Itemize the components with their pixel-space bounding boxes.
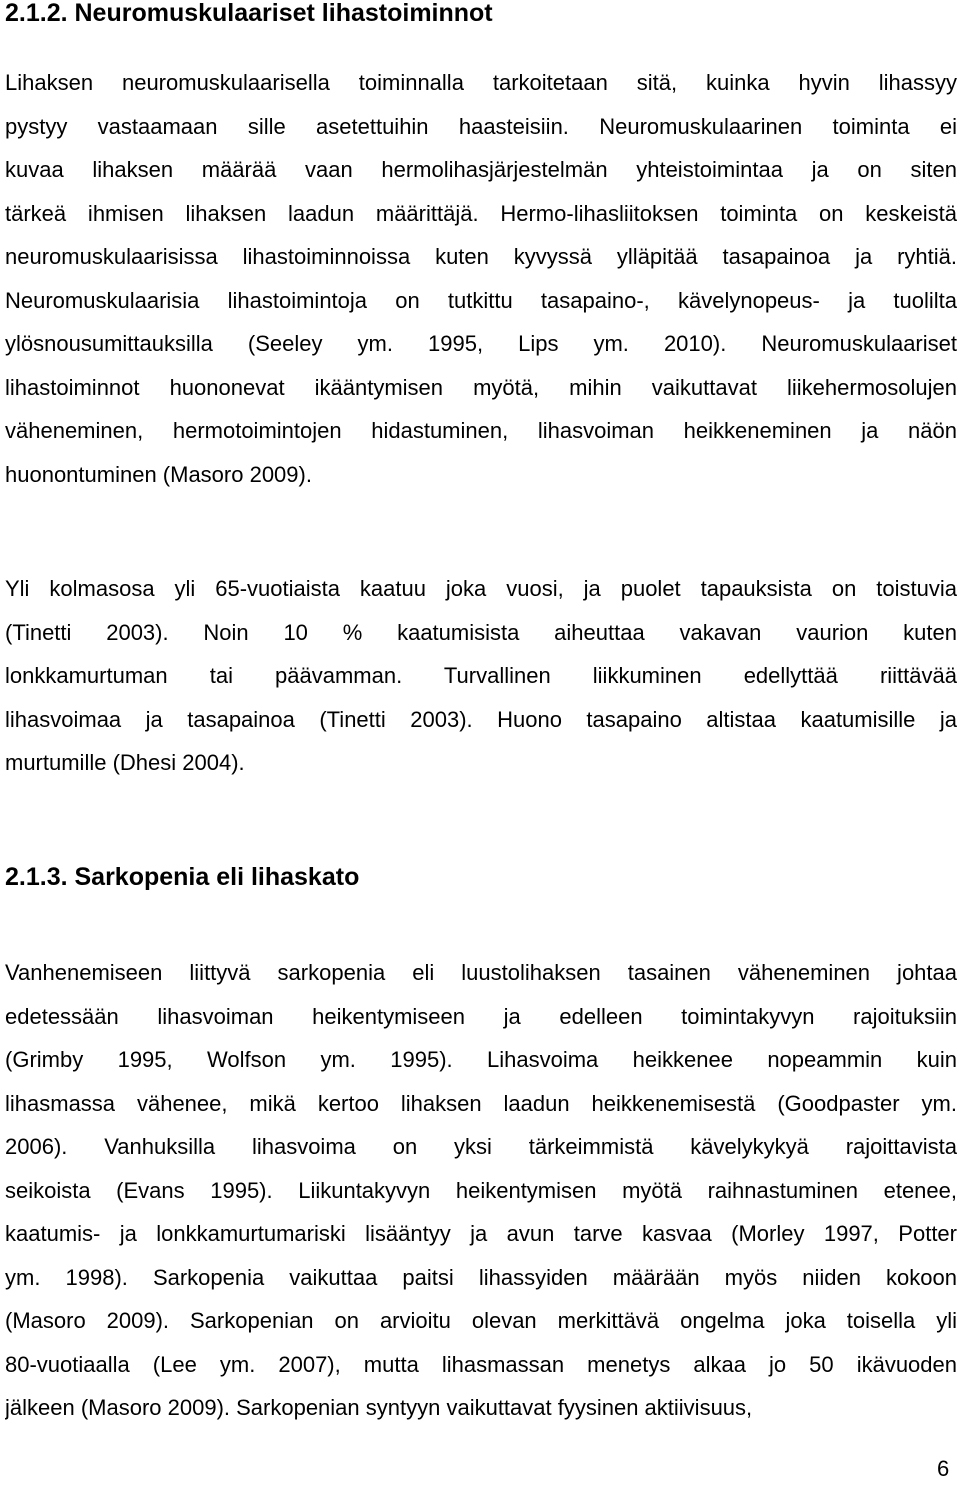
text-line: 80-vuotiaalla (Lee ym. 2007), mutta lihasmassan menetys alkaa jo 50 ikävuoden: [5, 1351, 957, 1377]
text-line: kuvaa lihaksen määrää vaan hermolihasjärjestelmän yhteistoimintaa ja on siten: [5, 157, 957, 182]
text-line: ym. 1998). Sarkopenia vaikuttaa paitsi lihassyiden määrään myös niiden kokoon: [5, 1264, 957, 1290]
text-line: (Tinetti 2003). Noin 10 % kaatumisista aiheuttaa vakavan vaurion kuten: [5, 619, 957, 645]
text-line: Lihaksen neuromuskulaarisella toiminnalla tarkoitetaan sitä, kuinka hyvin lihassyy: [5, 70, 957, 95]
text-line: neuromuskulaarisissa lihastoiminnoissa kuten kyvyssä ylläpitää tasapainoa ja ryhtiä.: [5, 244, 957, 269]
paragraph-falls: [5, 567, 957, 785]
text-line: huonontuminen (Masoro 2009).: [5, 461, 312, 487]
text-line: 2006). Vanhuksilla lihasvoima on yksi tärkeimmistä kävelykykyä rajoittavista: [5, 1134, 957, 1159]
text-line: lihasmassa vähenee, mikä kertoo lihaksen laadun heikkenemisestä (Goodpaster ym.: [5, 1090, 957, 1116]
text-line: (Masoro 2009). Sarkopenian on arvioitu olevan merkittävä ongelma joka toisella yli: [5, 1308, 957, 1333]
text-line: Yli kolmasosa yli 65-vuotiaista kaatuu joka vuosi, ja puolet tapauksista on toistuvia: [5, 576, 957, 601]
text-line: jälkeen (Masoro 2009). Sarkopenian syntyyn vaikuttavat fyysinen aktiivisuus,: [5, 1395, 753, 1420]
text-line: (Grimby 1995, Wolfson ym. 1995). Lihasvoima heikkenee nopeammin kuin: [5, 1047, 957, 1072]
text-line: Neuromuskulaarisia lihastoimintoja on tutkittu tasapaino-, kävelynopeus- ja tuolilta: [5, 287, 957, 313]
text-line: lihasvoimaa ja tasapainoa (Tinetti 2003). Huono tasapaino altistaa kaatumisille ja: [5, 706, 957, 732]
text-line: kaatumis- ja lonkkamurtumariski lisääntyy ja avun tarve kasvaa (Morley 1997, Potter: [5, 1221, 957, 1246]
paragraph-sarcopenia: [5, 951, 957, 1430]
text-line: lihastoiminnot huononevat ikääntymisen myötä, mihin vaikuttavat liikehermosolujen: [5, 374, 957, 400]
section-heading-sarcopenia: 2.1.3. Sarkopenia eli lihaskato: [5, 863, 360, 891]
text-line: edetessään lihasvoiman heikentymiseen ja edelleen toimintakyvyn rajoituksiin: [5, 1003, 957, 1029]
text-line: seikoista (Evans 1995). Liikuntakyvyn heikentymisen myötä raihnastuminen etenee,: [5, 1177, 957, 1203]
text-line: murtumille (Dhesi 2004).: [5, 750, 245, 775]
text-line: ylösnousumittauksilla (Seeley ym. 1995, Lips ym. 2010). Neuromuskulaariset: [5, 331, 957, 356]
text-line: pystyy vastaamaan sille asetettuihin haasteisiin. Neuromuskulaarinen toiminta ei: [5, 113, 957, 139]
text-line: Vanhenemiseen liittyvä sarkopenia eli luustolihaksen tasainen väheneminen johtaa: [5, 960, 957, 985]
text-line: tärkeä ihmisen lihaksen laadun määrittäjä. Hermo-lihasliitoksen toiminta on keskeistä: [5, 200, 957, 226]
page-number: 6: [937, 1456, 950, 1481]
text-line: väheneminen, hermotoimintojen hidastuminen, lihasvoiman heikkeneminen ja näön: [5, 418, 957, 443]
text-line: lonkkamurtuman tai päävamman. Turvallinen liikkuminen edellyttää riittävää: [5, 663, 957, 688]
paragraph-neuromuscular-function: [5, 61, 957, 496]
section-heading-neuromuscular: 2.1.2. Neuromuskulaariset lihastoiminnot: [5, 0, 493, 27]
